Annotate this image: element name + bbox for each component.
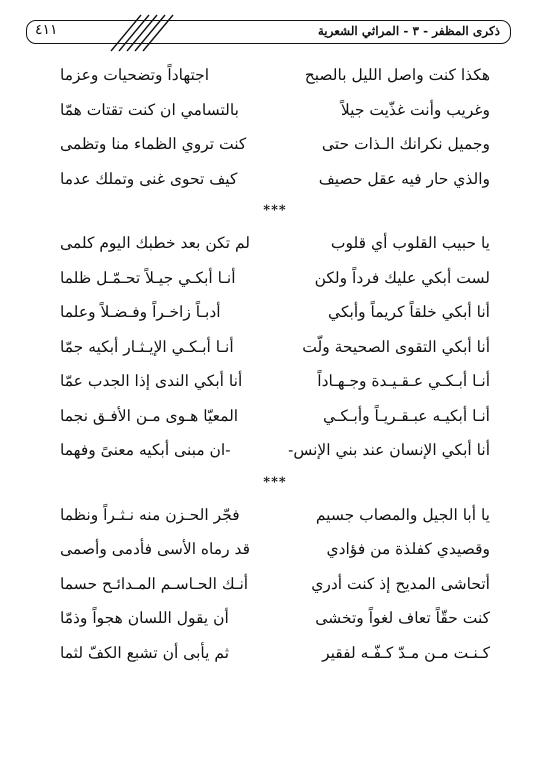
- verse-left-hemistich: أدبـاً زاخـراً وفـضـلاً وعلما: [60, 303, 221, 322]
- verse-left-hemistich: لم تكن بعد خطبك اليوم كلمى: [60, 234, 251, 253]
- stanza-3: [60, 498, 490, 671]
- verse-left-hemistich: فجّر الحـزن منه نـثـراً ونظما: [60, 505, 240, 524]
- verse: [60, 295, 490, 330]
- verse-right-hemistich: أنـا أبكيـه عبـقـريـاً وأبـكـي: [322, 406, 490, 425]
- verse: [60, 399, 490, 434]
- verse: [60, 433, 490, 468]
- verse-right-hemistich: أنا أبكي الإنسان عند بني الإنس-: [288, 441, 490, 460]
- verse-right-hemistich: هكذا كنت واصل الليل بالصبح: [304, 66, 490, 85]
- verse-left-hemistich: أنـك الحـاسـم المـدائـح حسما: [60, 574, 249, 593]
- stanza-1: [60, 58, 490, 196]
- header-title: ذكرى المظفر - ٣ - المراثي الشعرية: [317, 24, 500, 38]
- verse-right-hemistich: لست أبكي عليك فرداً ولكن: [314, 268, 490, 287]
- verse: [60, 498, 490, 533]
- running-header: [26, 20, 511, 44]
- verse-left-hemistich: أنـا أبـكـي الإيـثـار أبكيه جمّا: [60, 337, 234, 356]
- verse-left-hemistich: أن يقول اللسان هجواً وذمّا: [60, 609, 229, 628]
- verse-left-hemistich: كنت تروي الظماء منا وتظمى: [60, 135, 247, 154]
- verse-right-hemistich: أتحاشى المديح إذ كنت أدري: [311, 574, 490, 593]
- verse-left-hemistich: كيف تحوى غنى وتملك عدما: [60, 169, 238, 188]
- verse-right-hemistich: وغريب وأنت غذّيت جيلاً: [340, 100, 490, 119]
- page-number: ٤١١: [35, 22, 58, 38]
- verse: [60, 226, 490, 261]
- verse-right-hemistich: كنت حقّاً تعاف لغواً وتخشى: [315, 609, 490, 628]
- verse-right-hemistich: كـنـت مـن مـدّ كـفّـه لفقير: [322, 643, 490, 662]
- verse-right-hemistich: أنا أبكي التقوى الصحيحة ولّت: [302, 337, 490, 356]
- verse-left-hemistich: المعيّا هـوى مـن الأفـق نجما: [60, 406, 239, 425]
- verse-left-hemistich: قد رماه الأسى فأدمى وأصمى: [60, 540, 251, 559]
- verse-left-hemistich: ثم يأبى أن تشبع الكفّ لثما: [60, 643, 230, 662]
- verse: [60, 364, 490, 399]
- verse: [60, 601, 490, 636]
- verse: [60, 532, 490, 567]
- verse-right-hemistich: يا أبا الجيل والمصاب جسيم: [315, 505, 490, 524]
- verse-left-hemistich: أنـا أبكـي جيـلاً تحـمّـل ظلما: [60, 268, 236, 287]
- verse-left-hemistich: أنا أبكي الندى إذا الجدب عمّا: [60, 372, 243, 391]
- verse: [60, 162, 490, 197]
- slash-ornament-icon: [97, 13, 207, 53]
- verse: [60, 567, 490, 602]
- verse: [60, 636, 490, 671]
- verse-left-hemistich: اجتهاداً وتضحيات وعزما: [60, 66, 210, 85]
- verse: [60, 261, 490, 296]
- verse-left-hemistich: -ان مبنى أبكيه معنىً وفهما: [60, 441, 231, 460]
- verse-right-hemistich: والذي حار فيه عقل حصيف: [318, 169, 490, 188]
- verse: [60, 127, 490, 162]
- section-separator: ***: [263, 474, 287, 490]
- verse-left-hemistich: بالتسامي ان كنت تقتات همّا: [60, 100, 239, 119]
- poem-body: [60, 58, 490, 670]
- verse-right-hemistich: وجميل نكرانك الـذات حتى: [321, 135, 490, 154]
- verse-right-hemistich: أنا أبكي خلقاً كريماً وأبكي: [328, 303, 490, 322]
- verse-right-hemistich: أنـا أبـكـي عـقـيـدة وجـهـاداً: [317, 372, 490, 391]
- section-separator: ***: [263, 203, 287, 218]
- stanza-2: [60, 226, 490, 468]
- verse: [60, 330, 490, 365]
- verse-right-hemistich: يا حبيب القلوب أي قلوب: [330, 234, 490, 253]
- verse: [60, 58, 490, 93]
- verse-right-hemistich: وقصيدي كفلذة من فؤادي: [326, 540, 490, 559]
- verse: [60, 93, 490, 128]
